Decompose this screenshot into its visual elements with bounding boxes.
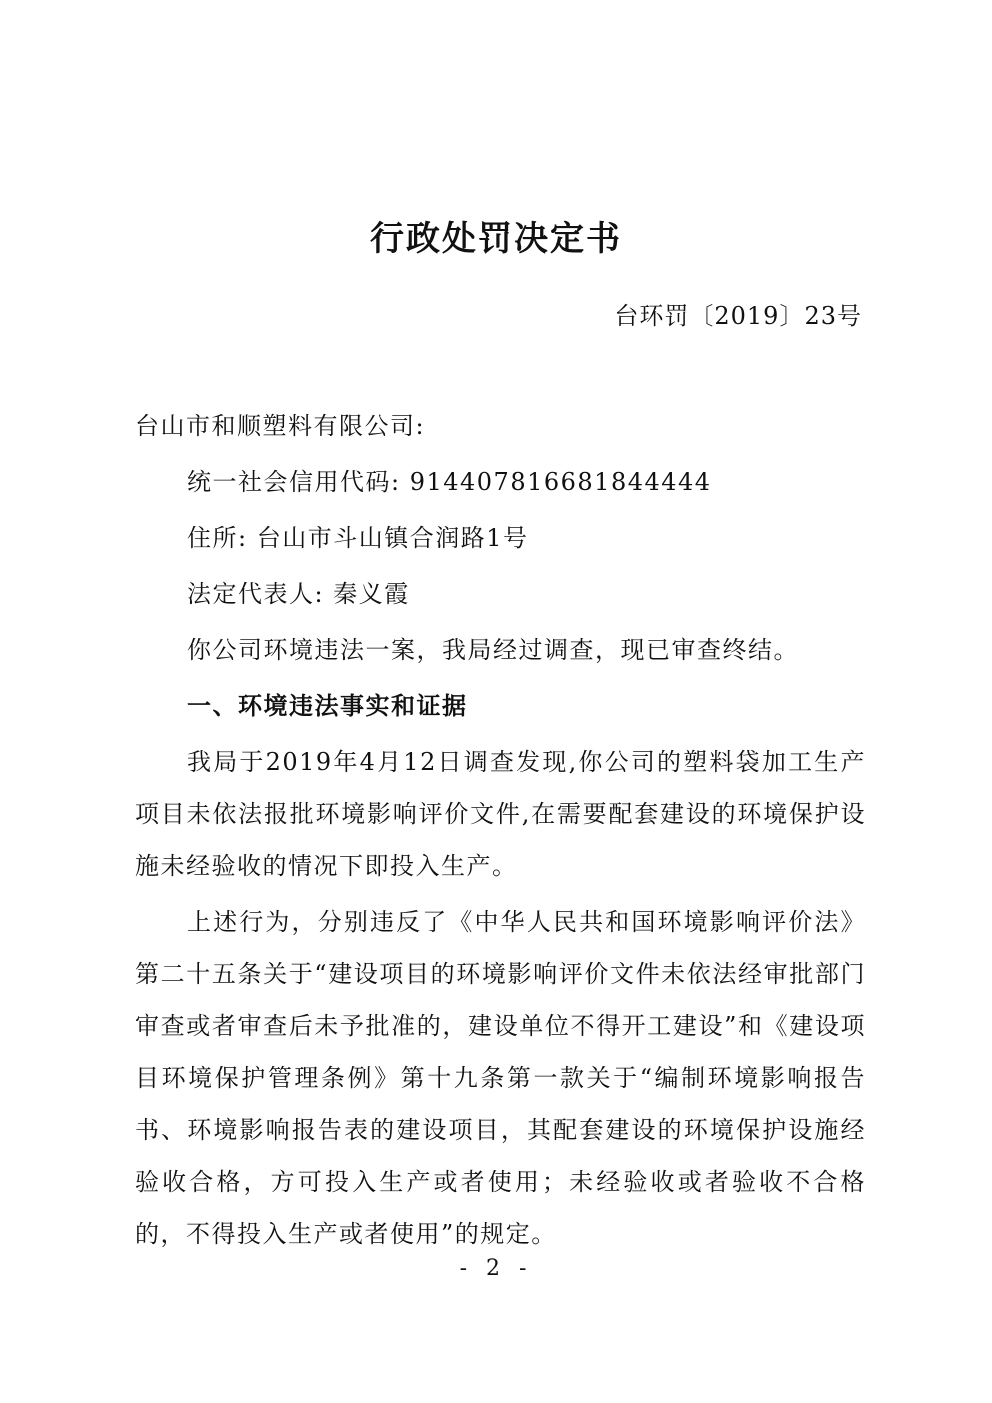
facts-paragraph: 我局于2019年4月12日调查发现,你公司的塑料袋加工生产项目未依法报批环境影响评价文件,在需要配套建设的环境保护设施未经验收的情况下即投入生产。 — [135, 748, 866, 880]
credit-code-line: 统一社会信用代码: 914407816681844444 — [187, 468, 712, 496]
address-line: 住所: 台山市斗山镇合润路1号 — [187, 524, 529, 552]
document-title: 行政处罚决定书 — [370, 219, 622, 259]
page-number: - 2 - — [459, 1256, 533, 1281]
legal-representative-line: 法定代表人: 秦义霞 — [187, 580, 410, 608]
violation-paragraph: 上述行为，分别违反了《中华人民共和国环境影响评价法》第二十五条关于“建设项目的环境影响评价文件未依法经审批部门审查或者审查后未予批准的，建设单位不得开工建设”和《建设项目环境保护管理条例》第十九条第一款关于“编制环境影响报告书、环境影响报告表的建设项目，其配套建设的环境保护设施经验收合格，方可投入生产或者使用；未经验收或者验收不合格的，不得投入生产或者使用”的规定。 — [135, 908, 866, 1248]
recipient-line: 台山市和顺塑料有限公司: — [135, 412, 426, 440]
intro-paragraph: 你公司环境违法一案，我局经过调查，现已审查终结。 — [187, 636, 799, 664]
document-body — [135, 400, 866, 1260]
section-heading: 一、环境违法事实和证据 — [187, 692, 468, 720]
document-number: 台环罚〔2019〕23号 — [614, 302, 862, 330]
